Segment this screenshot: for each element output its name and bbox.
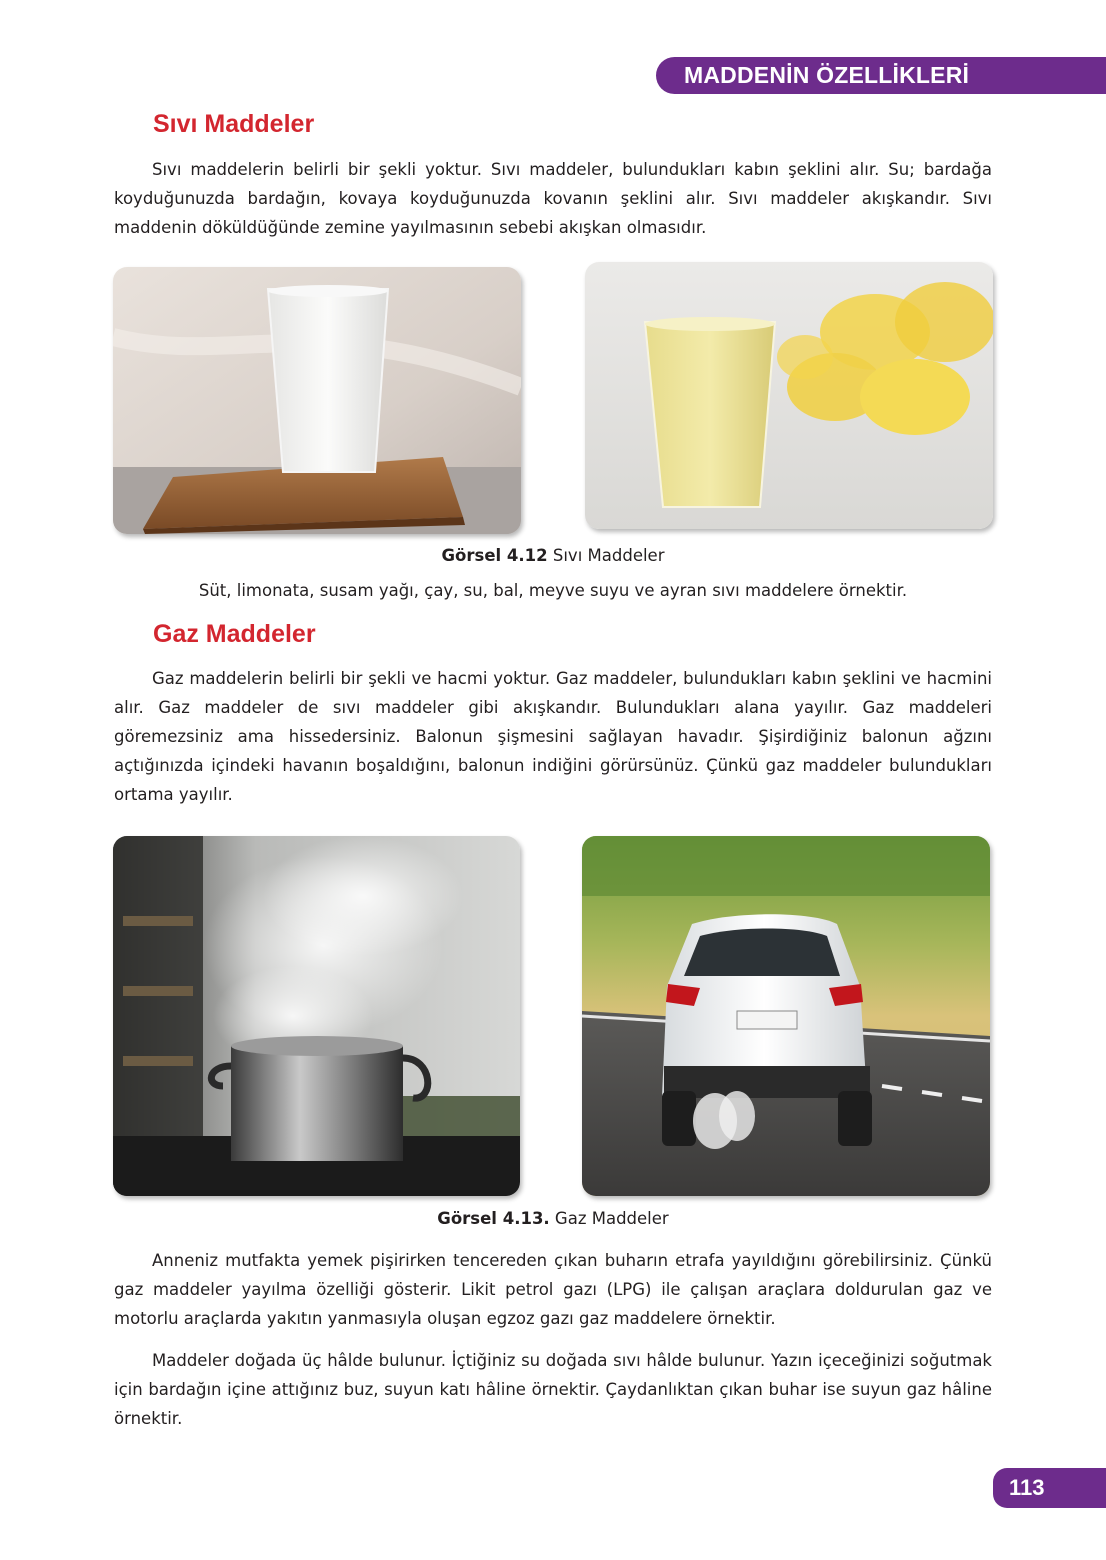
paragraph-states-of-matter: Maddeler doğada üç hâlde bulunur. İçtiğiniz su doğada sıvı hâlde bulunur. Yazın içeceğinizi soğutmak için bardağın içine attığınız buz, suyun katı hâline örnektir. Çaydanlıktan çıkan buhar ise suyun gaz hâline örnektir. (114, 1351, 992, 1428)
section-title-gases: Gaz Maddeler (153, 620, 316, 648)
photo-milk-glass (113, 267, 521, 534)
caption-text: Sıvı Maddeler (547, 546, 665, 565)
paragraph-steam: Anneniz mutfakta yemek pişirirken tencereden çıkan buharın etrafa yayıldığını görebilirsiniz. Çünkü gaz maddeler yayılma özelliği gösterir. Likit petrol gazı (LPG) ile çalışan araçlara doldurulan gaz ve motorlu araçlarda yakıtın yanmasıyla oluşan egzoz gazı gaz maddelere örnektir. (114, 1251, 992, 1328)
caption-text: Gaz Maddeler (549, 1209, 669, 1228)
chapter-header: MADDENİN ÖZELLİKLERİ (656, 57, 1106, 94)
paragraph-gases: Gaz maddelerin belirli bir şekli ve hacmi yoktur. Gaz maddeler, bulundukları kabın şeklini ve hacmini alır. Gaz maddeler de sıvı maddeler gibi akışkandır. Bulundukları alana yayılır. Gaz maddeleri göremezsiniz ama hissedersiniz. Balonun şişmesini sağlayan havadır. Şişirdiğiniz balonun ağzını açtığınızda içindeki havanın boşaldığını, balonun indiğini görürsünüz. Çünkü gaz maddeler bulundukları ortama yayılır. (114, 669, 992, 804)
paragraph-liquids: Sıvı maddelerin belirli bir şekli yoktur. Sıvı maddeler, bulundukları kabın şeklini alır. Su; bardağa koyduğunuzda bardağın, kovaya koyduğunuzda kovanın şeklini alır. Sıvı maddeler akışkandır. Sıvı maddenin döküldüğünde zemine yayılmasının sebebi akışkan olmasıdır. (114, 160, 992, 237)
photo-car-exhaust (582, 836, 990, 1196)
caption-label: Görsel 4.12 (441, 546, 548, 565)
section-title-liquids: Sıvı Maddeler (153, 110, 315, 138)
caption-figure-4-12 (114, 544, 992, 568)
caption-label: Görsel 4.13. (437, 1209, 550, 1228)
caption-figure-4-13 (114, 1207, 992, 1231)
photo-lemonade-glass (585, 262, 993, 529)
liquid-examples: Süt, limonata, susam yağı, çay, su, bal, meyve suyu ve ayran sıvı maddelere örnektir. (198, 581, 908, 600)
photo-steaming-pot (113, 836, 520, 1196)
page-number: 113 (993, 1468, 1106, 1508)
